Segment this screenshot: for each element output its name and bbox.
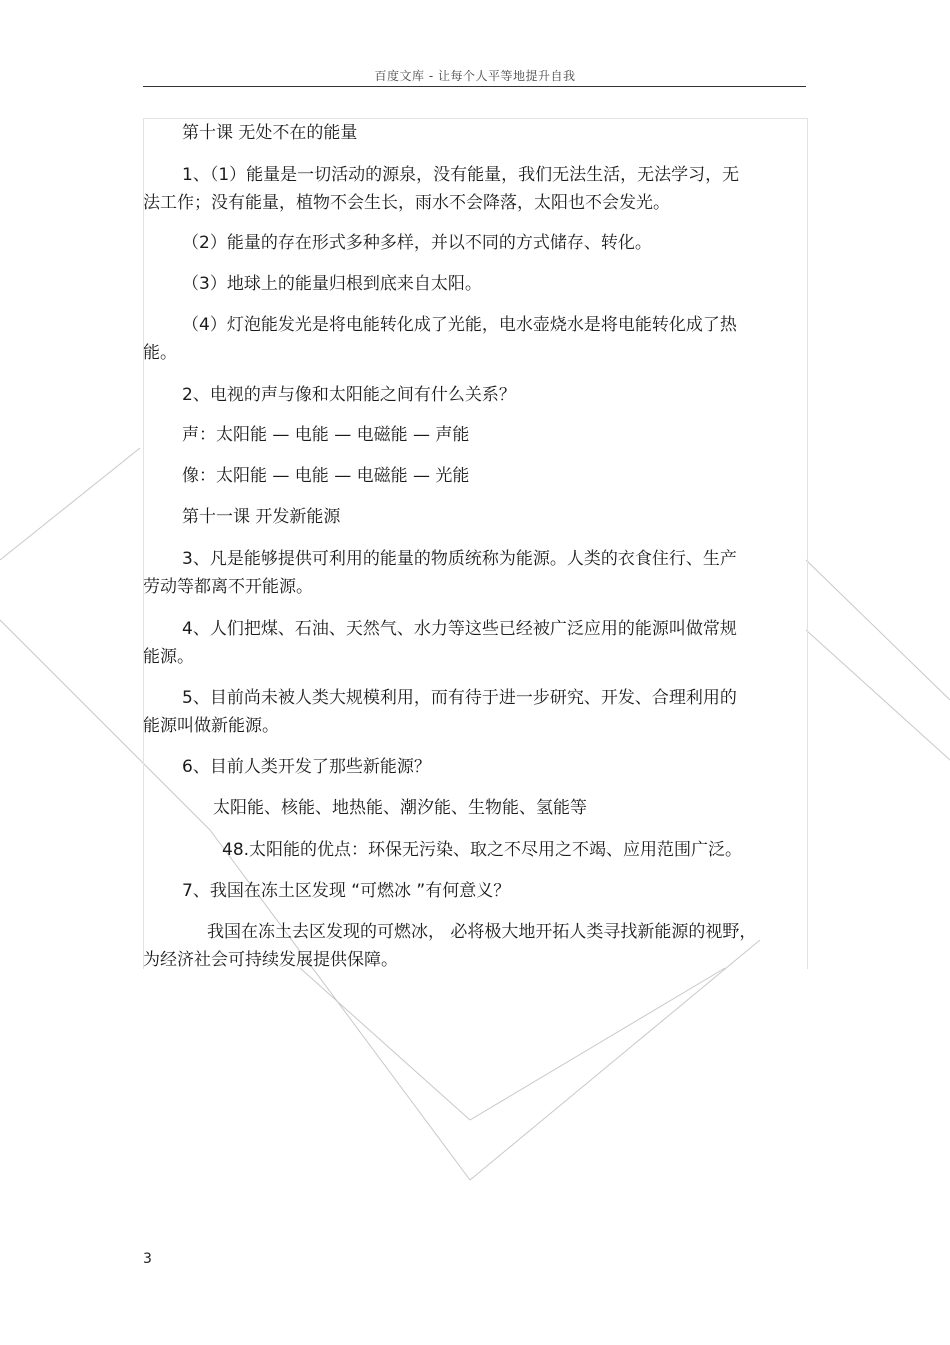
text-line: 能源。: [143, 647, 194, 667]
text-line: （4）灯泡能发光是将电能转化成了光能，电水壶烧水是将电能转化成了热: [182, 315, 737, 335]
text-line: 为经济社会可持续发展提供保障。: [143, 950, 398, 970]
lesson-ten-heading: 第十课 无处不在的能量: [182, 123, 358, 143]
text-line: （2）能量的存在形式多种多样，并以不同的方式储存、转化。: [182, 233, 652, 253]
text-line: 3、凡是能够提供可利用的能量的物质统称为能源。人类的衣食住行、生产: [182, 549, 737, 569]
text-line: 声：太阳能 — 电能 — 电磁能 — 声能: [182, 425, 470, 445]
text-line: 像：太阳能 — 电能 — 电磁能 — 光能: [182, 466, 470, 486]
header-title: 百度文库 - 让每个人平等地提升自我: [374, 69, 576, 83]
text-line: 1、（1）能量是一切活动的源泉，没有能量，我们无法生活，无法学习，无: [182, 165, 740, 185]
text-line: 48.太阳能的优点：环保无污染、取之不尽用之不竭、应用范围广泛。: [222, 840, 743, 860]
text-line: 6、目前人类开发了那些新能源？: [182, 757, 431, 777]
text-line: 能。: [143, 343, 177, 363]
text-line: 4、人们把煤、石油、天然气、水力等这些已经被广泛应用的能源叫做常规: [182, 619, 737, 639]
text-line: 7、我国在冻土区发现 “可燃冰 ”有何意义？: [182, 881, 511, 901]
header-divider: [143, 86, 806, 87]
text-line: 劳动等都离不开能源。: [143, 577, 313, 597]
text-line: 我国在冻土去区发现的可燃冰， 必将极大地开拓人类寻找新能源的视野，: [207, 922, 757, 942]
text-line: 2、电视的声与像和太阳能之间有什么关系？: [182, 385, 516, 405]
text-line: 法工作；没有能量，植物不会生长，雨水不会降落，太阳也不会发光。: [143, 193, 670, 213]
page-number: 3: [143, 1251, 152, 1267]
lesson-eleven-heading: 第十一课 开发新能源: [182, 507, 341, 527]
text-line: 能源叫做新能源。: [143, 716, 279, 736]
text-line: （3）地球上的能量归根到底来自太阳。: [182, 274, 482, 294]
text-line: 太阳能、核能、地热能、潮汐能、生物能、氢能等: [213, 798, 587, 818]
text-line: 5、目前尚未被人类大规模利用，而有待于进一步研究、开发、合理利用的: [182, 688, 737, 708]
